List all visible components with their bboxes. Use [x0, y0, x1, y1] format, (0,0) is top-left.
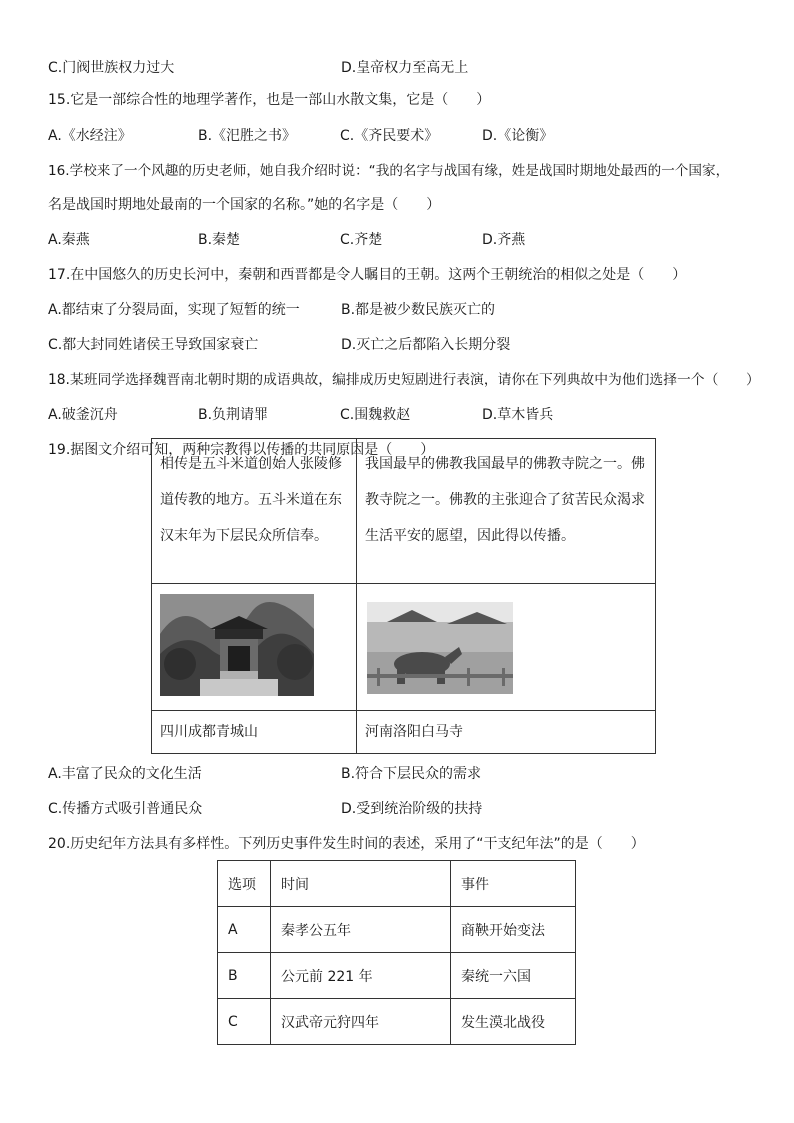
q16-option-b: B.秦楚: [198, 232, 241, 248]
baima-temple-photo: [367, 602, 513, 694]
row-b-event: 秦统一六国: [451, 953, 576, 999]
header-time: 时间: [271, 861, 451, 907]
table-header-row: [218, 861, 576, 907]
q17-stem: 17.在中国悠久的历史长河中，秦朝和西晋都是令人瞩目的王朝。这两个王朝统治的相似之处是（ ）: [48, 267, 687, 283]
row-c-event: 发生漠北战役: [451, 999, 576, 1045]
table-row: [218, 999, 576, 1045]
q15-option-b: B.《汜胜之书》: [198, 128, 297, 144]
table-row: [218, 907, 576, 953]
q15-option-c: C.《齐民要术》: [340, 128, 439, 144]
row-b-option: B: [218, 953, 271, 999]
row-a-event: 商鞅开始变法: [451, 907, 576, 953]
q16-option-a: A.秦燕: [48, 232, 90, 248]
q15-option-d: D.《论衡》: [482, 128, 554, 144]
q19-left-caption: 四川成都青城山: [152, 711, 357, 754]
q17-option-b: B.都是被少数民族灭亡的: [341, 302, 496, 318]
q19-right-text-cell: [357, 439, 656, 584]
row-b-time: 公元前 221 年: [271, 953, 451, 999]
q19-right-photo-cell: [357, 584, 656, 711]
q19-right-text: 我国最早的佛教我国最早的佛教寺院之一。佛教寺院之一。佛教的主张迎合了贫苦民众渴求生活平安的愿望，因此得以传播。: [365, 456, 645, 544]
q18-option-d: D.草木皆兵: [482, 407, 554, 423]
q18-option-b: B.负荆请罪: [198, 407, 269, 423]
q17-option-d: D.灭亡之后都陷入长期分裂: [341, 337, 511, 353]
q15-stem: 15.它是一部综合性的地理学著作，也是一部山水散文集，它是（ ）: [48, 92, 491, 108]
q16-option-c: C.齐楚: [340, 232, 383, 248]
q19-left-text-cell: [152, 439, 357, 584]
q14-option-d: D.皇帝权力至高无上: [341, 60, 469, 76]
q20-table: [217, 860, 576, 1045]
q19-option-b: B.符合下层民众的需求: [341, 766, 482, 782]
q19-left-photo-cell: [152, 584, 357, 711]
q19-option-d: D.受到统治阶级的扶持: [341, 801, 483, 817]
q19-right-caption: 河南洛阳白马寺: [357, 711, 656, 754]
q17-option-c: C.都大封同姓诸侯王导致国家衰亡: [48, 337, 259, 353]
q17-option-a: A.都结束了分裂局面，实现了短暂的统一: [48, 302, 300, 318]
q16-option-d: D.齐燕: [482, 232, 526, 248]
qingcheng-mountain-photo: [160, 594, 314, 696]
q19-stem: 19.据图文介绍可知，两种宗教得以传播的共同原因是（ ）: [48, 442, 435, 458]
q15-option-a: A.《水经注》: [48, 128, 132, 144]
table-row: [218, 953, 576, 999]
header-event: 事件: [451, 861, 576, 907]
q19-option-a: A.丰富了民众的文化生活: [48, 766, 202, 782]
q19-table: [151, 438, 656, 754]
header-option: 选项: [218, 861, 271, 907]
q19-option-c: C.传播方式吸引普通民众: [48, 801, 203, 817]
q18-option-c: C.围魏救赵: [340, 407, 411, 423]
q16-stem-line1: 16.学校来了一个风趣的历史老师，她自我介绍时说：“我的名字与战国有缘，姓是战国时期地处最西的一个国家，: [48, 163, 730, 179]
q18-stem: 18.某班同学选择魏晋南北朝时期的成语典故，编排成历史短剧进行表演，请你在下列典故中为他们选择一个（ ）: [48, 372, 760, 388]
q20-stem: 20.历史纪年方法具有多样性。下列历史事件发生时间的表述，采用了“干支纪年法”的是（ ）: [48, 836, 645, 852]
q18-option-a: A.破釜沉舟: [48, 407, 118, 423]
q14-option-c: C.门阀世族权力过大: [48, 60, 175, 76]
row-c-time: 汉武帝元狩四年: [271, 999, 451, 1045]
q16-stem-line2: 名是战国时期地处最南的一个国家的名称。”她的名字是（ ）: [48, 197, 441, 213]
q19-left-text: 相传是五斗米道创始人张陵修道传教的地方。五斗米道在东汉末年为下层民众所信奉。: [160, 456, 342, 544]
row-a-time: 秦孝公五年: [271, 907, 451, 953]
row-c-option: C: [218, 999, 271, 1045]
row-a-option: A: [218, 907, 271, 953]
